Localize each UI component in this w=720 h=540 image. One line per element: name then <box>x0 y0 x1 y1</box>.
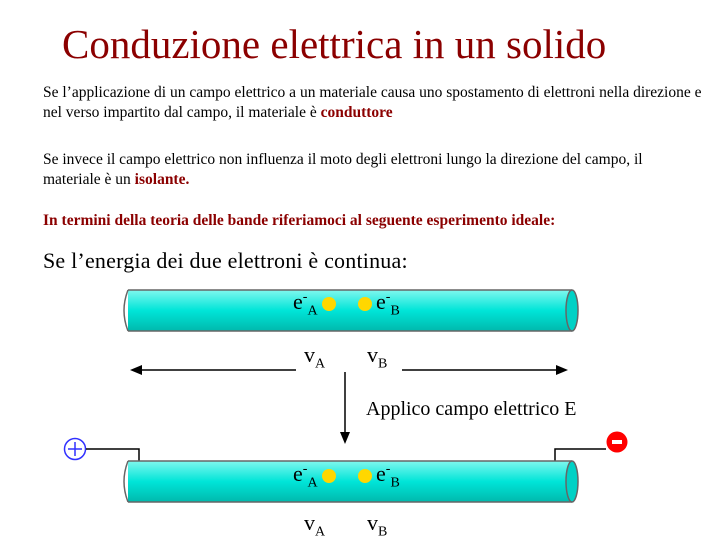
velocity-a-label-top: $v_A$ <box>304 342 326 372</box>
paragraph-insulator-text: Se invece il campo elettrico non influenza il moto degli elettroni lungo la direzione del campo, il materiale è un <box>43 151 643 188</box>
velocity-b-label-top: $v_B$ <box>367 342 388 372</box>
velocity-arrow-b-top <box>402 365 568 375</box>
electron-b-label-top: $e^-_B$ <box>376 289 400 319</box>
velocity-b-label-bottom: $v_B$ <box>367 510 388 540</box>
continuous-energy-subtitle: Se l’energia dei due elettroni è continua: <box>43 248 408 273</box>
conductor-tube-bottom <box>124 461 578 502</box>
electron-a-bottom <box>322 469 336 483</box>
electron-a-label-bottom: $e^-_A$ <box>293 461 318 491</box>
electron-b-label-bottom: $e^-_B$ <box>376 461 400 491</box>
velocity-a-label-bottom: $v_A$ <box>304 510 326 540</box>
slide-title: Conduzione elettrica in un solido <box>62 21 607 67</box>
electron-b-bottom <box>358 469 372 483</box>
electron-b-top <box>358 297 372 311</box>
electron-a-label-top: $e^-_A$ <box>293 289 318 319</box>
insulator-term: isolante. <box>134 171 190 188</box>
paragraph-conductor-text: Se l’applicazione di un campo elettrico a un materiale causa uno spostamento di elettroni nella direzione e nel verso impartito dal campo, il materiale è <box>43 84 702 121</box>
field-down-arrow <box>340 372 350 444</box>
conductor-term: conduttore <box>320 104 393 121</box>
plus-electrode <box>65 439 140 483</box>
velocity-arrow-a-top <box>130 365 296 375</box>
electron-a-top <box>322 297 336 311</box>
paragraph-experiment: In termini della teoria delle bande riferiamoci al seguente esperimento ideale: <box>43 212 556 229</box>
conductor-tube-top <box>124 290 578 331</box>
field-label: Applico campo elettrico E <box>366 398 577 420</box>
